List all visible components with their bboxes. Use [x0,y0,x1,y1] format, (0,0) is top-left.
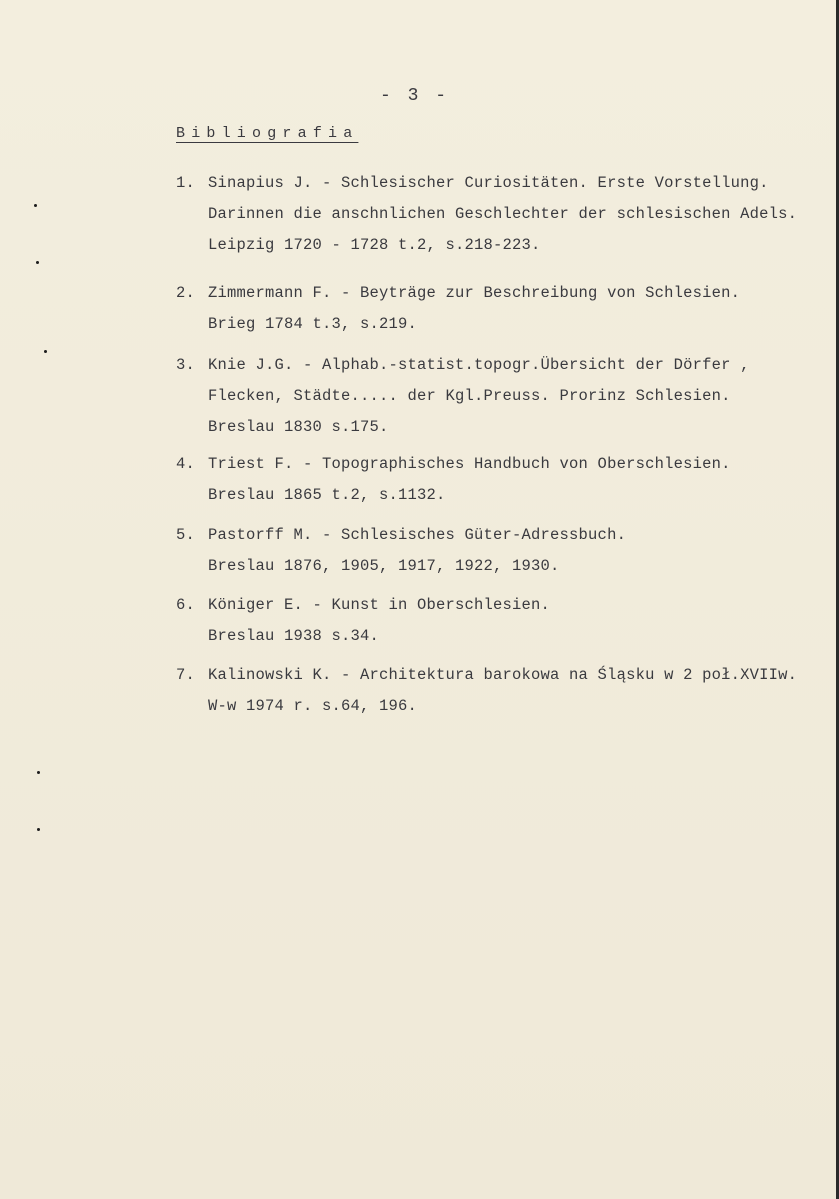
bibliography-entry-2 [176,278,740,340]
bibliography-entry-5 [176,520,626,582]
bibliography-entry-6 [176,590,550,652]
scan-speck [36,261,39,264]
entry-line: Pastorff M. - Schlesisches Güter-Adressbuch. [208,526,627,544]
entry-line: Breslau 1830 s.175. [208,418,389,436]
entry-line: Darinnen die anschnlichen Geschlechter der schlesischen Adels. [208,205,798,223]
entry-number: 7. [176,666,196,684]
bibliography-entry-3 [176,350,750,443]
scan-speck [37,828,40,831]
entry-number: 5. [176,526,196,544]
bibliography-entry-4 [176,449,731,511]
entry-line: Leipzig 1720 - 1728 t.2, s.218-223. [208,236,541,254]
entry-number: 3. [176,356,196,374]
entry-line: Flecken, Städte..... der Kgl.Preuss. Prorinz Schlesien. [208,387,731,405]
entry-number: 2. [176,284,196,302]
section-heading: Bibliografia [176,125,359,142]
entry-line: Breslau 1876, 1905, 1917, 1922, 1930. [208,557,560,575]
entry-line: Breslau 1938 s.34. [208,627,380,645]
entry-line: Zimmermann F. - Beyträge zur Beschreibung von Schlesien. [208,284,741,302]
bibliography-entry-7 [176,660,797,722]
scan-speck [44,350,47,353]
page-number: - 3 - [380,86,450,106]
entry-line: Königer E. - Kunst in Oberschlesien. [208,596,551,614]
entry-line: Sinapius J. - Schlesischer Curiositäten. Erste Vorstellung. [208,174,769,192]
scan-speck [34,204,37,207]
entry-line: Kalinowski K. - Architektura barokowa na Śląsku w 2 poł.XVIIw. [208,666,798,684]
entry-number: 4. [176,455,196,473]
entry-line: Brieg 1784 t.3, s.219. [208,315,418,333]
entry-line: Triest F. - Topographisches Handbuch von Oberschlesien. [208,455,731,473]
entry-number: 6. [176,596,196,614]
bibliography-entry-1 [176,168,797,261]
entry-number: 1. [176,174,196,192]
entry-line: Breslau 1865 t.2, s.1132. [208,486,446,504]
entry-line: Knie J.G. - Alphab.-statist.topogr.Übersicht der Dörfer , [208,356,750,374]
scan-speck [37,771,40,774]
entry-line: W-w 1974 r. s.64, 196. [208,697,418,715]
